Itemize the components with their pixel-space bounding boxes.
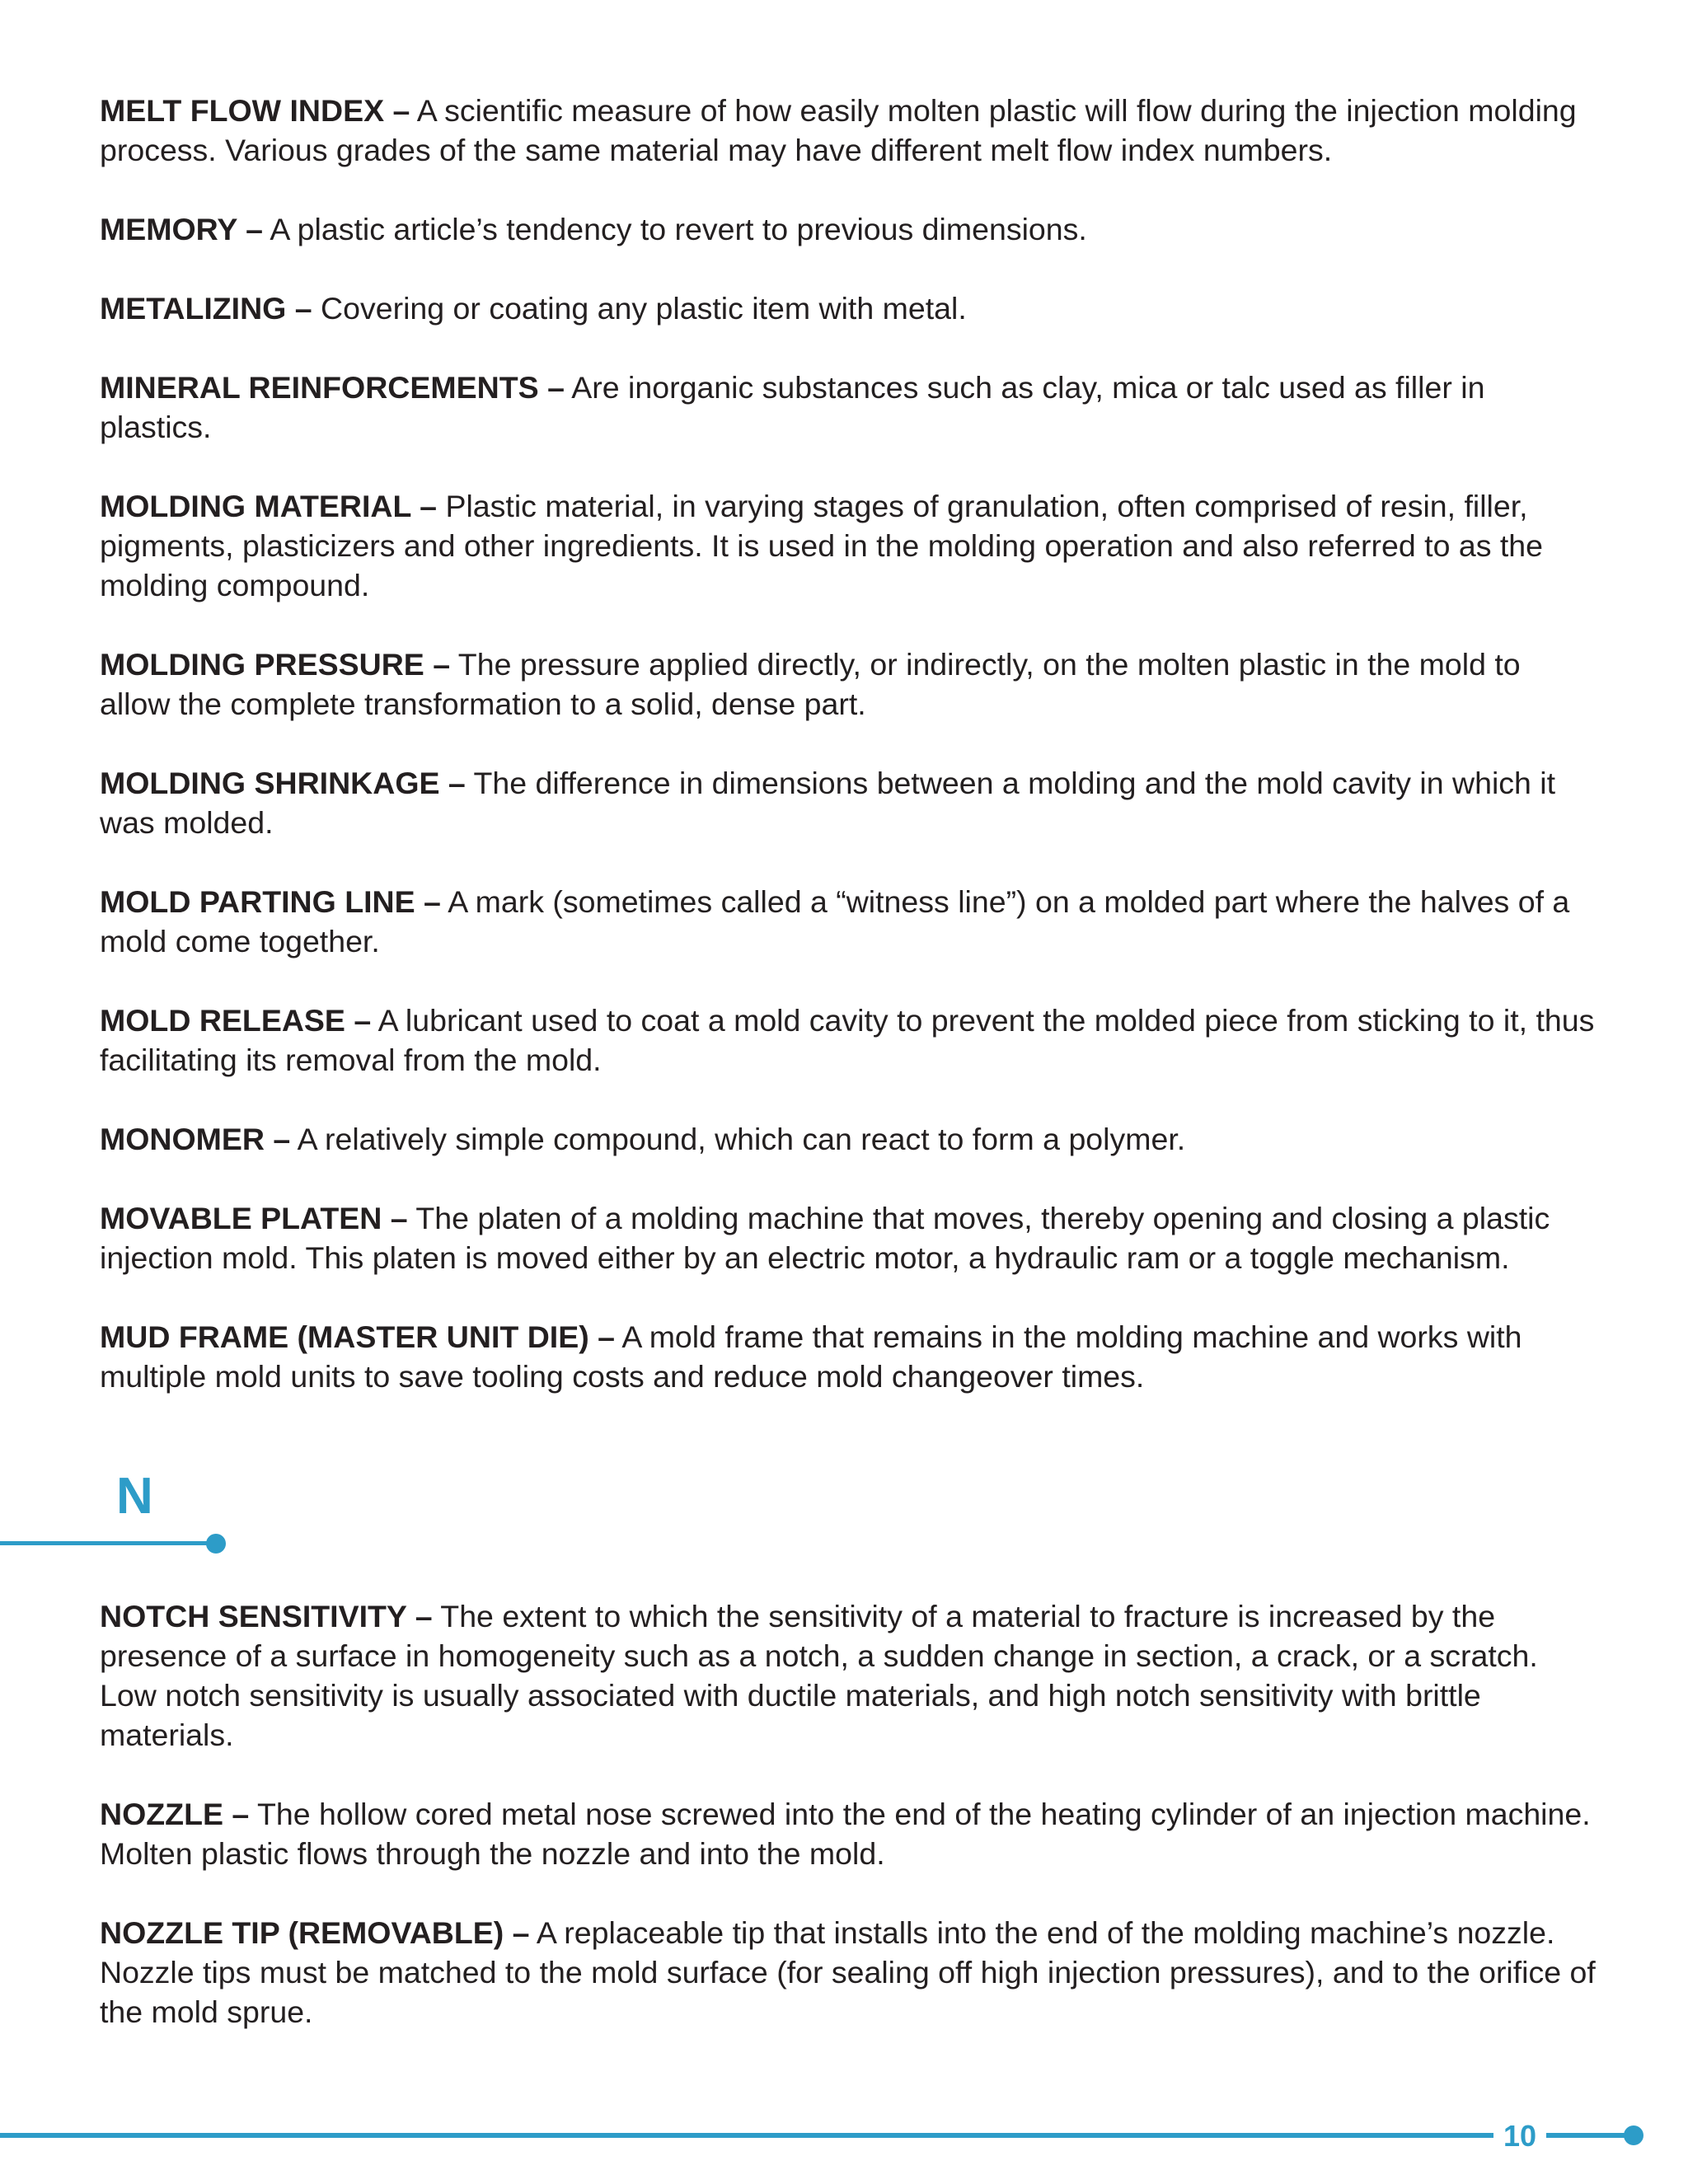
section-divider-line bbox=[0, 1541, 216, 1545]
glossary-entry-movable-platen bbox=[100, 1198, 1596, 1277]
glossary-term: MEMORY – bbox=[100, 212, 263, 246]
glossary-entry-molding-shrinkage bbox=[100, 763, 1596, 842]
glossary-term: MELT FLOW INDEX – bbox=[100, 93, 410, 128]
glossary-definition: The hollow cored metal nose screwed into the end of the heating cylinder of an injection machine. Molten plastic flows through the nozzle and into the mold. bbox=[100, 1797, 1591, 1871]
glossary-definition: A scientific measure of how easily molten plastic will flow during the injection molding process. Various grades of the same material may have different melt flow index numbers. bbox=[100, 93, 1577, 167]
glossary-definition: The difference in dimensions between a molding and the mold cavity in which it was molded. bbox=[100, 766, 1556, 840]
footer-dot bbox=[1624, 2125, 1643, 2145]
glossary-entry-nozzle bbox=[100, 1794, 1596, 1873]
glossary-definition: The platen of a molding machine that moves, thereby opening and closing a plastic injection mold. This platen is moved either by an electric motor, a hydraulic ram or a toggle mechanism. bbox=[100, 1201, 1550, 1275]
glossary-definition: The extent to which the sensitivity of a material to fracture is increased by the presence of a surface in homogeneity such as a notch, a sudden change in section, a crack, or a scratch. Low notch sensitivity is usually associated with ductile materials, and high notch sensitivity with brittle materials. bbox=[100, 1599, 1538, 1752]
glossary-section-n bbox=[100, 1596, 1596, 2071]
glossary-entry-mold-release bbox=[100, 1001, 1596, 1080]
glossary-definition: Are inorganic substances such as clay, mica or talc used as filler in plastics. bbox=[100, 370, 1485, 444]
glossary-term: MOLDING MATERIAL – bbox=[100, 489, 438, 523]
glossary-definition: Covering or coating any plastic item with metal. bbox=[312, 291, 967, 326]
glossary-entry-melt-flow-index bbox=[100, 91, 1596, 170]
glossary-definition: Plastic material, in varying stages of granulation, often comprised of resin, filler, pigments, plasticizers and other ingredients. It is used in the molding operation and also referred to as the molding compound. bbox=[100, 489, 1544, 602]
glossary-definition: A relatively simple compound, which can react to form a polymer. bbox=[290, 1122, 1186, 1156]
glossary-definition: The pressure applied directly, or indirectly, on the molten plastic in the mold to allow the complete transformation to a solid, dense part. bbox=[100, 647, 1521, 721]
glossary-term: NOZZLE – bbox=[100, 1797, 250, 1831]
glossary-entry-molding-pressure bbox=[100, 644, 1596, 724]
glossary-entry-metalizing bbox=[100, 288, 1596, 328]
glossary-entry-monomer bbox=[100, 1119, 1596, 1159]
glossary-term: NOZZLE TIP (REMOVABLE) – bbox=[100, 1915, 530, 1950]
glossary-entry-nozzle-tip bbox=[100, 1913, 1596, 2032]
glossary-entry-notch-sensitivity bbox=[100, 1596, 1596, 1755]
glossary-entry-molding-material bbox=[100, 486, 1596, 605]
glossary-term: METALIZING – bbox=[100, 291, 312, 326]
glossary-definition: A mark (sometimes called a “witness line”) on a molded part where the halves of a mold come together. bbox=[100, 884, 1570, 958]
glossary-term: MONOMER – bbox=[100, 1122, 291, 1156]
glossary-entry-mold-parting-line bbox=[100, 882, 1596, 961]
footer-line bbox=[0, 2133, 1493, 2138]
glossary-entry-memory bbox=[100, 209, 1596, 249]
glossary-definition: A plastic article’s tendency to revert to previous dimensions. bbox=[262, 212, 1087, 246]
glossary-term: MOLDING SHRINKAGE – bbox=[100, 766, 466, 800]
glossary-definition: A mold frame that remains in the molding machine and works with multiple mold units to save tooling costs and reduce mold changeover times. bbox=[100, 1319, 1522, 1394]
glossary-term: NOTCH SENSITIVITY – bbox=[100, 1599, 433, 1633]
glossary-section-m bbox=[100, 91, 1596, 1436]
page-number: 10 bbox=[1503, 2119, 1537, 2153]
glossary-term: MOLDING PRESSURE – bbox=[100, 647, 451, 682]
glossary-term: MOLD PARTING LINE – bbox=[100, 884, 441, 919]
glossary-definition: A replaceable tip that installs into the end of the molding machine’s nozzle. Nozzle tips must be matched to the mold surface (for sealing off high injection pressures), and to the orifice of the mold sprue. bbox=[100, 1915, 1596, 2029]
glossary-term: MINERAL REINFORCEMENTS – bbox=[100, 370, 565, 405]
footer-line-right bbox=[1546, 2133, 1634, 2138]
glossary-entry-mineral-reinforcements bbox=[100, 368, 1596, 447]
glossary-definition: A lubricant used to coat a mold cavity to prevent the molded piece from sticking to it, thus facilitating its removal from the mold. bbox=[100, 1003, 1595, 1077]
glossary-term: MOVABLE PLATEN – bbox=[100, 1201, 408, 1235]
section-letter-heading: N bbox=[116, 1468, 153, 1525]
glossary-entry-mud-frame bbox=[100, 1317, 1596, 1396]
glossary-term: MOLD RELEASE – bbox=[100, 1003, 372, 1038]
glossary-term: MUD FRAME (MASTER UNIT DIE) – bbox=[100, 1319, 615, 1354]
section-divider-dot bbox=[206, 1534, 226, 1554]
